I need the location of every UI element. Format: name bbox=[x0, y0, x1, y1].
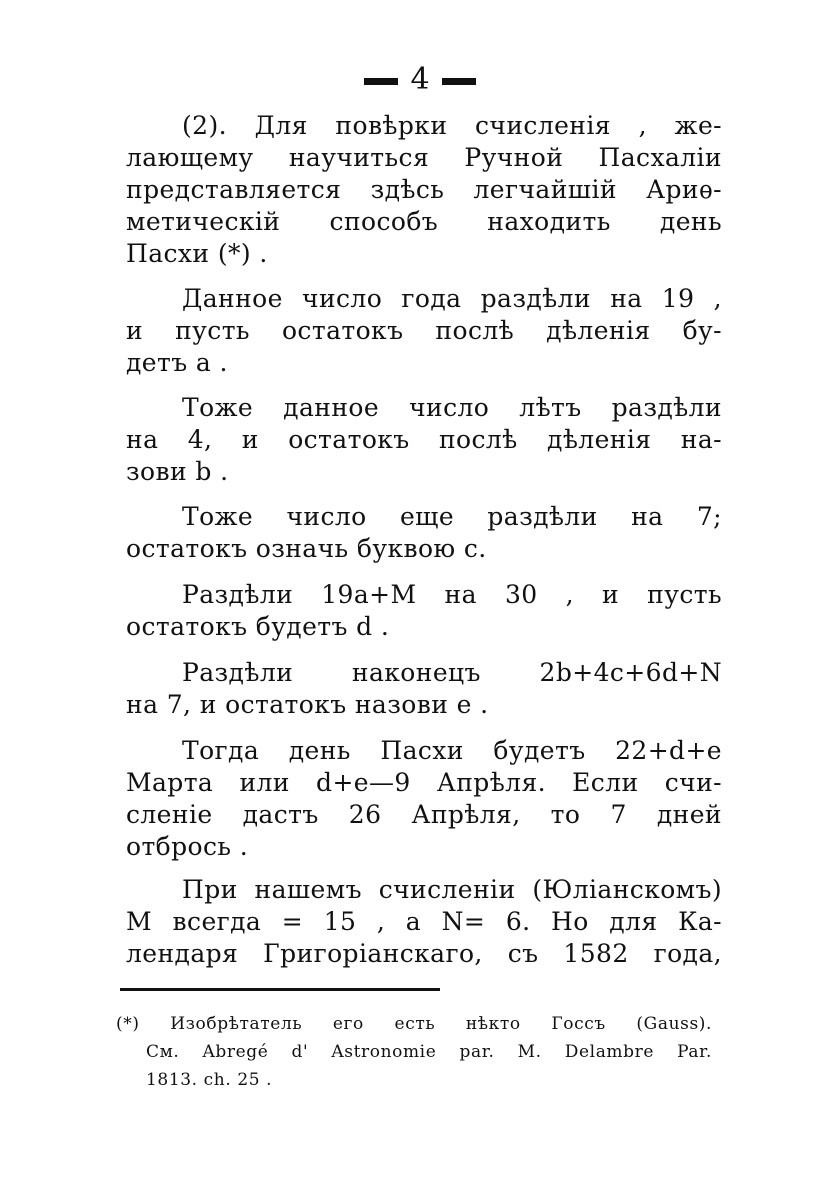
paragraph-7 bbox=[126, 735, 722, 863]
footnote bbox=[116, 1010, 712, 1094]
paragraph-2 bbox=[126, 283, 722, 379]
footnote-line: 1813. ch. 25 . bbox=[146, 1070, 273, 1090]
text-line: остатокъ означь буквою c. bbox=[126, 534, 487, 563]
text-line: лающему научиться Ручной Пасхаліи bbox=[126, 143, 722, 172]
text-line: на 7, и остатокъ назови e . bbox=[126, 690, 489, 719]
page-header bbox=[0, 60, 840, 100]
text-line: детъ a . bbox=[126, 348, 228, 377]
text-line: остатокъ будетъ d . bbox=[126, 612, 390, 641]
footnote-divider bbox=[120, 988, 440, 991]
paragraph-6 bbox=[126, 657, 722, 721]
paragraph-5 bbox=[126, 579, 722, 643]
header-ornament-left bbox=[364, 78, 398, 85]
paragraph-8 bbox=[126, 874, 722, 970]
paragraph-4 bbox=[126, 501, 722, 565]
footnote-line: (*) Изобрѣтатель его есть нѣкто Госсъ (Gauss). bbox=[116, 1014, 712, 1034]
text-line: отбрось . bbox=[126, 832, 249, 861]
text-line: метическій способъ находить день bbox=[126, 207, 722, 236]
text-line: зови b . bbox=[126, 457, 229, 486]
paragraph-3 bbox=[126, 392, 722, 488]
text-line: При нашемъ счисленіи (Юліанскомъ) bbox=[182, 875, 722, 904]
text-line: Раздѣли наконецъ 2b+4c+6d+N bbox=[182, 658, 722, 687]
header-ornament-right bbox=[442, 78, 476, 85]
text-line: и пусть остатокъ послѣ дѣленія бу- bbox=[126, 316, 722, 345]
text-line: M всегда = 15 , a N= 6. Но для Ка- bbox=[126, 907, 722, 936]
text-line: Тогда день Пасхи будетъ 22+d+e bbox=[182, 736, 722, 765]
text-line: Данное число года раздѣли на 19 , bbox=[182, 284, 722, 313]
text-line: Пасхи (*) . bbox=[126, 239, 268, 268]
text-line: Тоже данное число лѣтъ раздѣли bbox=[182, 393, 722, 422]
text-line: (2). Для повѣрки счисленія , же- bbox=[182, 111, 722, 140]
text-line: сленіе дастъ 26 Апрѣля, то 7 дней bbox=[126, 800, 722, 829]
text-line: лендаря Григоріанскаго, съ 1582 года, bbox=[126, 939, 722, 968]
text-line: Раздѣли 19a+M на 30 , и пусть bbox=[182, 580, 722, 609]
paragraph-1 bbox=[126, 110, 722, 270]
footnote-line: См. Abregé d' Astronomie par. M. Delambre Par. bbox=[146, 1042, 712, 1062]
text-line: Марта или d+e—9 Апрѣля. Если счи- bbox=[126, 768, 722, 797]
text-line: представляется здѣсь легчайшій Ариѳ- bbox=[126, 175, 722, 204]
text-line: на 4, и остатокъ послѣ дѣленія на- bbox=[126, 425, 722, 454]
text-line: Тоже число еще раздѣли на 7; bbox=[182, 502, 722, 531]
page-number: 4 bbox=[410, 62, 430, 97]
